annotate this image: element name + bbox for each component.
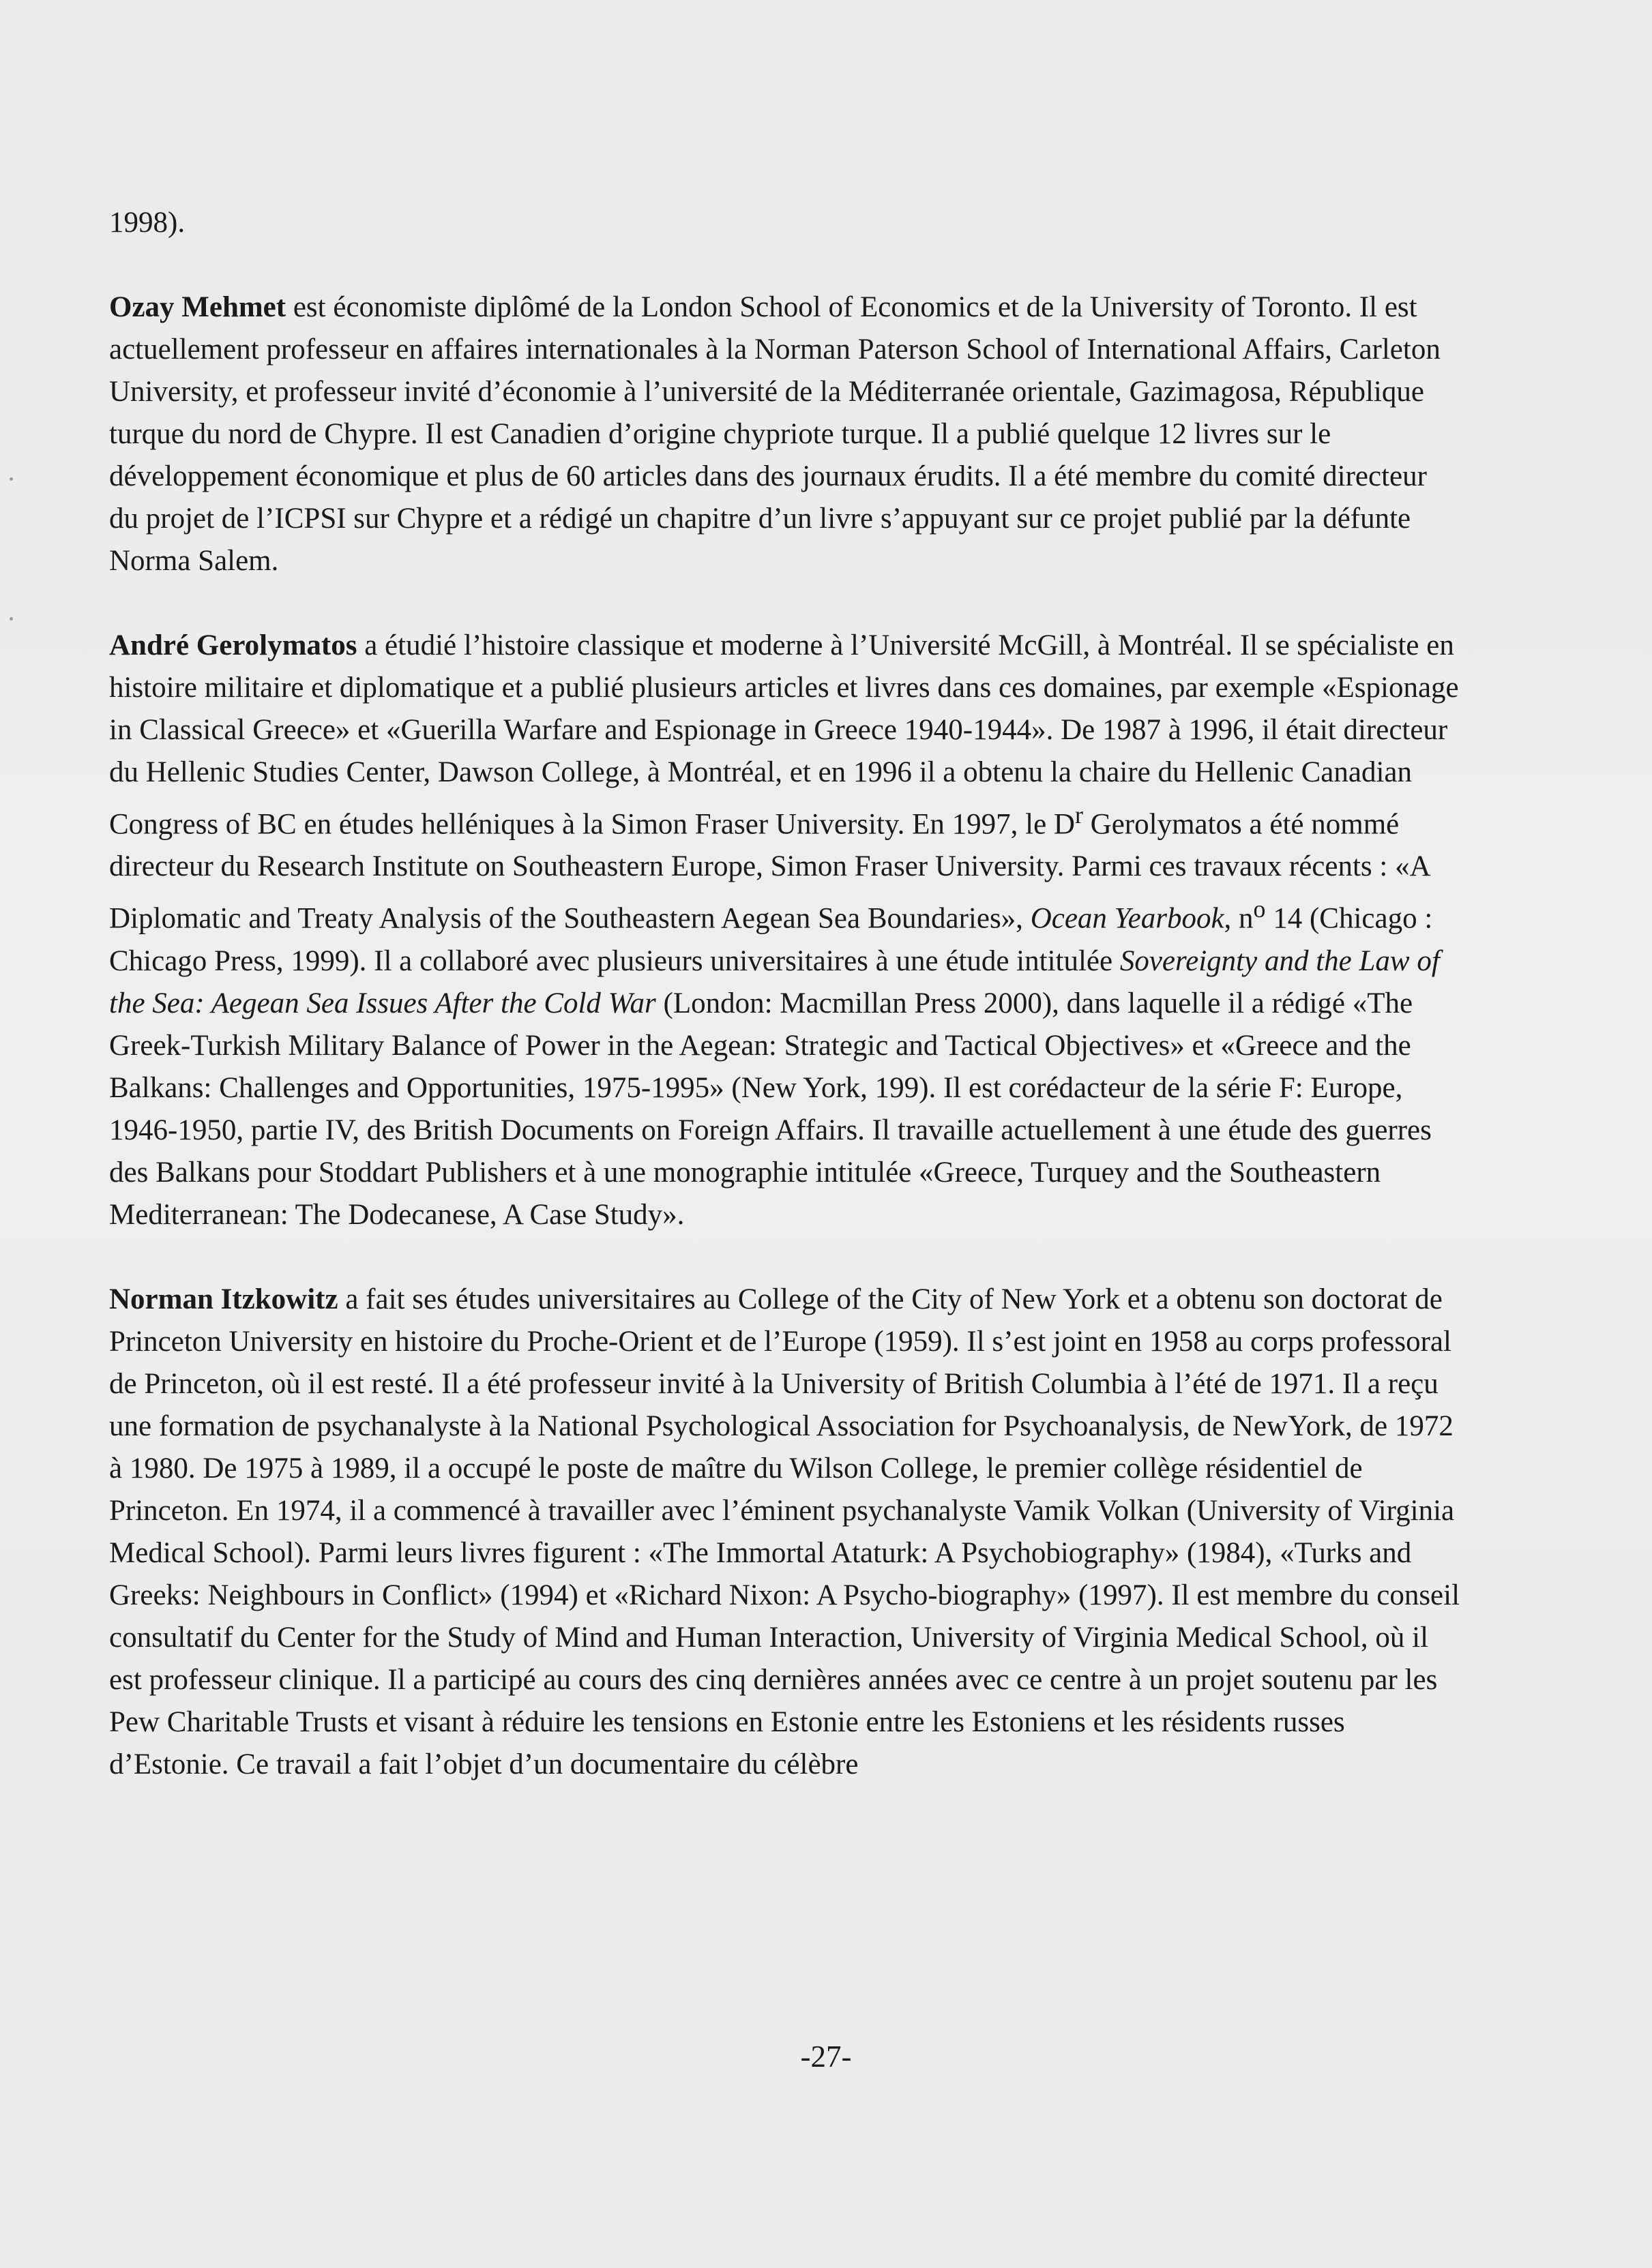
bio-name: André Gerolymatos — [109, 629, 357, 661]
bio-text: 14 (Chicago : Chicago Press, 1999). Il a collaboré avec plusieurs universitaires à une étude intitulée — [109, 902, 1433, 977]
bio-paragraph-mehmet — [109, 286, 1463, 582]
bio-paragraph-itzkowitz — [109, 1279, 1463, 1786]
bio-name: Norman Itzkowitz — [109, 1283, 338, 1315]
bio-text: Gerolymatos a été nommé directeur du Research Institute on Southeastern Europe, Simon Fraser University. Parmi ces travaux récents : «A Diplomatic and Treaty Analysis of the Southeastern Aegean Sea Boundaries», — [109, 808, 1430, 935]
scan-mark — [10, 617, 13, 621]
bio-text: est économiste diplômé de la London School of Economics et de la University of Toronto. Il est actuellement professeur en affaires internationales à la Norman Paterson School of International Affairs, Carleton University, et professeur invité d’économie à l’université de la Méditerranée orientale, Gazimagosa, République turque du nord de Chypre. Il est Canadien d’origine chypriote turque. Il a publié quelque 12 livres sur le développement économique et plus de 60 articles dans des journaux érudits. Il a été membre du comité directeur du projet de l’ICPSI sur Chypre et a rédigé un chapitre d’un livre s’appuyant sur ce projet publié par la défunte Norma Salem. — [109, 291, 1441, 577]
bio-text: a fait ses études universitaires au College of the City of New York et a obtenu son doctorat de Princeton University en histoire du Proche-Orient et de l’Europe (1959). Il s’est joint en 1958 au corps professoral de Princeton, où il est resté. Il a été professeur invité à la University of British Columbia à l’été de 1971. Il a reçu une formation de psychanalyste à la National Psychological Association for Psychoanalysis, de NewYork, de 1972 à 1980. De 1975 à 1989, il a occupé le poste de maître du Wilson College, le premier collège résidentiel de Princeton. En 1974, il a commencé à travailler avec l’éminent psychanalyste Vamik Volkan (University of Virginia Medical School). Parmi leurs livres figurent : «The Immortal Ataturk: A Psychobiography» (1984), «Turks and Greeks: Neighbours in Conflict» (1994) et «Richard Nixon: A Psycho-biography» (1997). Il est membre du conseil consultatif du Center for the Study of Mind and Human Interaction, University of Virginia Medical School, où il est professeur clinique. Il a participé au cours des cinq dernières années avec ce centre à un projet soutenu par les Pew Charitable Trusts et visant à réduire les tensions en Estonie entre les Estoniens et les résidents russes d’Estonie. Ce travail a fait l’objet d’un documentaire du célèbre — [109, 1283, 1460, 1780]
publication-title: Sovereignty and the Law of the Sea: Aegean Sea Issues After the Cold War — [109, 944, 1440, 1019]
bio-text: , n — [1224, 902, 1254, 935]
publication-title: Ocean Yearbook — [1030, 902, 1224, 935]
superscript-o: o — [1253, 895, 1266, 923]
bio-text: a étudié l’histoire classique et moderne à l’Université McGill, à Montréal. Il se spécialiste en histoire militaire et diplomatique et a publié plusieurs articles et livres dans ces domaines, par exemple «Espionage in Classical Greece» et «Guerilla Warfare and Espionage in Greece 1940-1944». De 1987 à 1996, il était directeur du Hellenic Studies Center, Dawson College, à Montréal, et en 1996 il a obtenu la chaire du Hellenic Canadian Congress of BC en études helléniques à la Simon Fraser University. En 1997, le D — [109, 629, 1459, 841]
bio-paragraph-gerolymatos — [109, 625, 1463, 1236]
bio-name: Ozay Mehmet — [109, 291, 286, 323]
scan-mark — [10, 477, 13, 481]
body-text — [109, 202, 1463, 1828]
bio-text: (London: Macmillan Press 2000), dans laquelle il a rédigé «The Greek-Turkish Military Balance of Power in the Aegean: Strategic and Tactical Objectives» et «Greece and the Balkans: Challenges and Opportunities, 1975-1995» (New York, 199). Il est corédacteur de la série F: Europe, 1946-1950, partie IV, des British Documents on Foreign Affairs. Il travaille actuellement à une étude des guerres des Balkans pour Stoddart Publishers et à une monographie intitulée «Greece, Turquey and the Southeastern Mediterranean: The Dodecanese, A Case Study». — [109, 987, 1432, 1231]
superscript-r: r — [1074, 801, 1083, 829]
page-number: -27- — [800, 2040, 852, 2074]
continuation-line: 1998). — [109, 207, 186, 239]
